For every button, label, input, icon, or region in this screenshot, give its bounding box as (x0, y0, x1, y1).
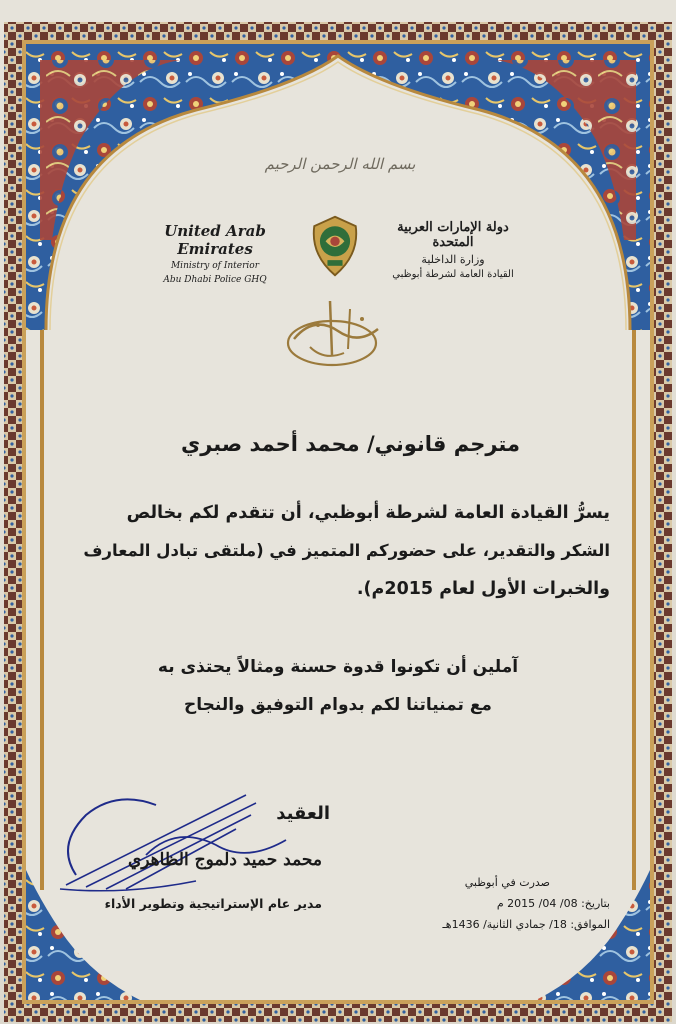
signatory-title: مدير عام الإستراتيجية وتطوير الأداء (104, 896, 322, 911)
certificate-calligraphy-logo (274, 295, 394, 375)
header-ar-country: دولة الإمارات العربية المتحدة (397, 220, 509, 250)
header-arabic-block (378, 220, 528, 280)
recipient-name: مترجم قانوني/ محمد أحمد صبري (180, 432, 520, 456)
header-english-block (140, 222, 290, 285)
body-line-3: والخبرات الأول لعام 2015م). (356, 579, 610, 599)
issue-place: صدرت في أبوظبي (464, 876, 550, 889)
header-ar-police: القيادة العامة لشرطة أبوظبي (392, 269, 514, 280)
header-en-country: United Arab Emirates (164, 222, 266, 258)
police-emblem-icon (306, 213, 364, 279)
signatory-name: محمد حميد دلموج الظاهري (128, 850, 322, 870)
issue-date-hijri: الموافق: 18/ جمادي الثانية/ 1436هـ (442, 918, 610, 931)
body-line-1: يسرُّ القيادة العامة لشرطة أبوظبي، أن تتقدم لكم بخالص (126, 503, 610, 523)
header-ar-ministry: وزارة الداخلية (421, 253, 485, 266)
signatory-rank: العقيد (276, 803, 330, 824)
header-en-police: Abu Dhabi Police GHQ (163, 275, 267, 285)
header-en-ministry: Ministry of Interior (170, 261, 260, 271)
body-line-2: الشكر والتقدير، على حضوركم المتميز في (ملتقى تبادل المعارف (83, 541, 610, 560)
basmala: بسم الله الرحمن الرحيم (264, 155, 416, 173)
body-wish-line-1: آملين أن تكونوا قدوة حسنة ومثالاً يحتذى به (157, 657, 519, 677)
handwritten-signature (46, 785, 306, 895)
issue-date: بتاريخ: 08/ 04/ 2015 م (496, 897, 610, 910)
body-wish-line-2: مع تمنياتنا لكم بدوام التوفيق والنجاح (184, 695, 492, 715)
